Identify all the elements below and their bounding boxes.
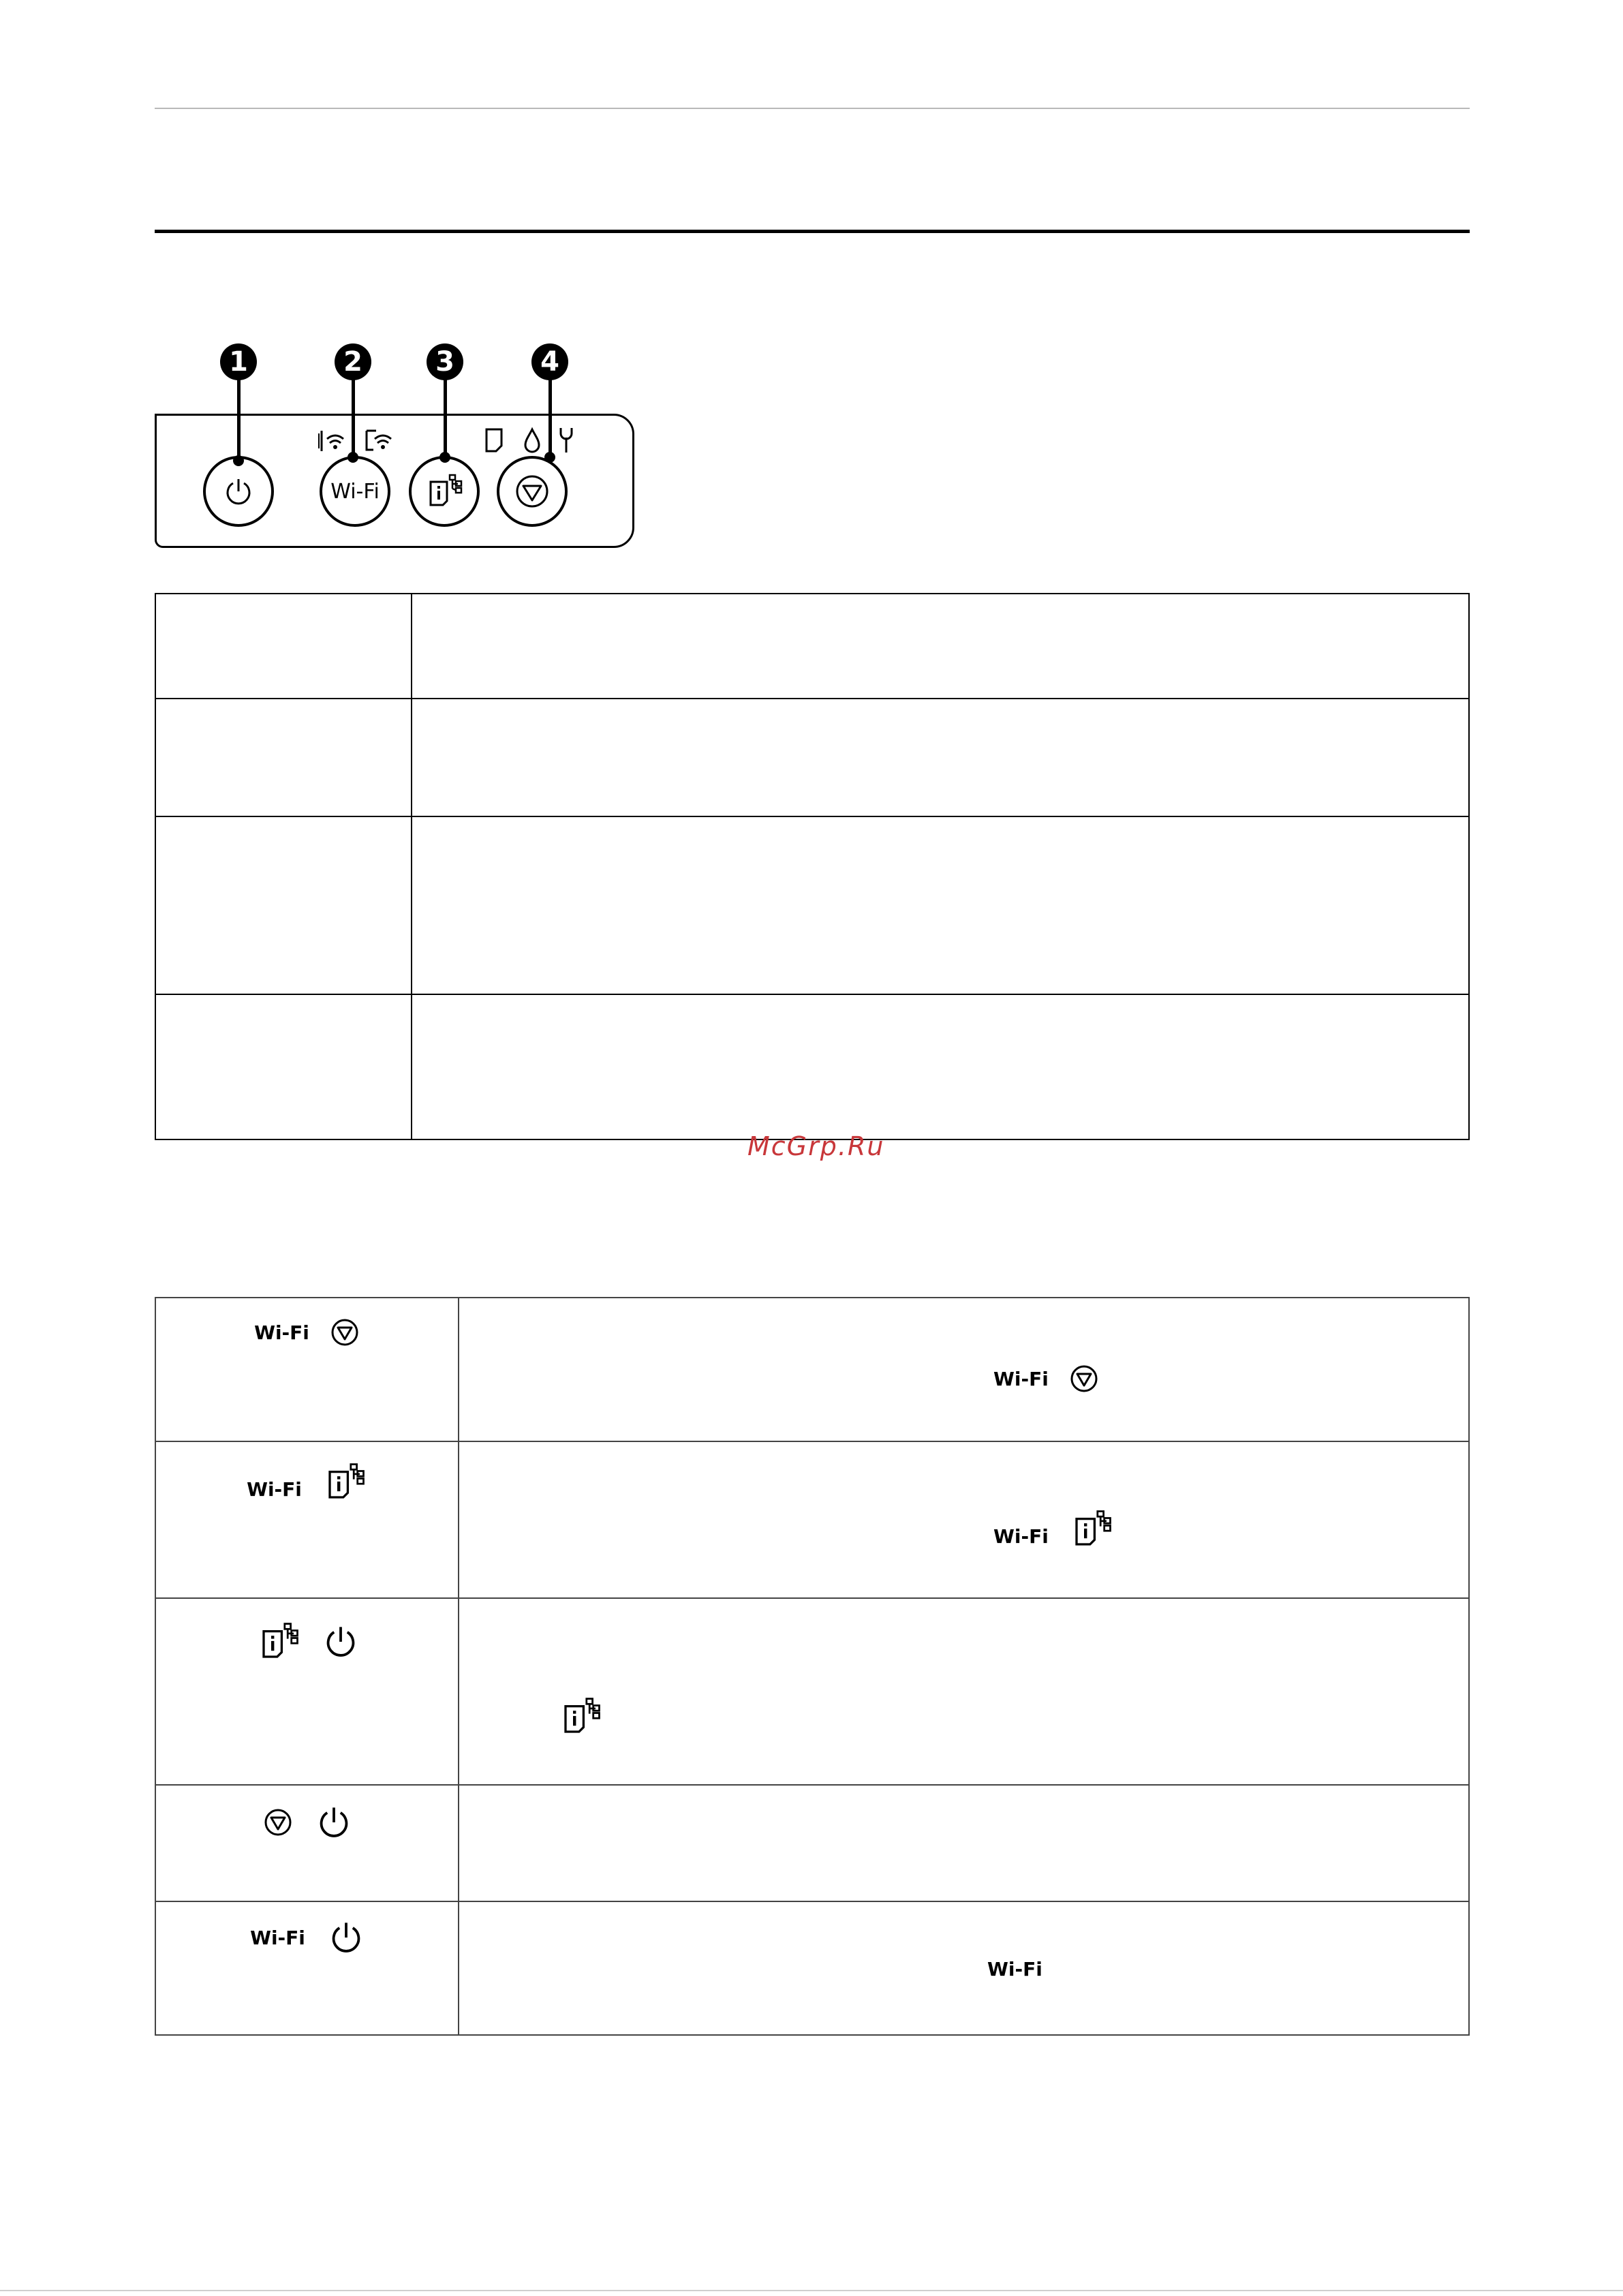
button-combination-table	[155, 1297, 1470, 2036]
stop-icon	[512, 472, 552, 511]
section-rule	[155, 230, 1470, 233]
maintenance-light-icon	[557, 425, 575, 455]
footer-rule	[0, 2290, 1623, 2291]
network-status-icon	[558, 1694, 603, 1739]
table-row	[155, 1298, 1469, 1441]
wifi-light-icon	[318, 427, 350, 454]
power-icon	[328, 1920, 364, 1955]
power-icon	[222, 475, 255, 508]
leader-1	[237, 379, 241, 461]
wifi-label: Wi-Fi	[987, 1958, 1042, 1980]
wifi-direct-light-icon	[364, 427, 397, 454]
network-status-icon	[1069, 1507, 1114, 1552]
top-rule	[155, 108, 1470, 109]
callout-3: 3	[427, 343, 463, 380]
power-icon	[316, 1805, 352, 1840]
table-row	[155, 816, 1469, 994]
table-row	[155, 1598, 1469, 1785]
paper-light-icon	[484, 427, 506, 454]
wifi-button-label: Wi-Fi	[330, 479, 380, 504]
table-row	[155, 1901, 1469, 2035]
stop-icon	[1069, 1364, 1099, 1394]
table-row	[155, 1785, 1469, 1901]
table-row	[155, 699, 1469, 816]
network-status-icon	[256, 1619, 301, 1664]
wifi-label: Wi-Fi	[250, 1926, 305, 1949]
table-row	[155, 994, 1469, 1139]
callout-1: 1	[220, 343, 257, 380]
wifi-label: Wi-Fi	[993, 1367, 1049, 1390]
wifi-label: Wi-Fi	[247, 1478, 302, 1501]
table-row	[155, 1441, 1469, 1598]
stop-button[interactable]	[497, 456, 568, 527]
callout-4: 4	[531, 343, 568, 380]
button-table	[155, 593, 1470, 1140]
network-status-icon	[322, 1460, 367, 1505]
wifi-label: Wi-Fi	[254, 1321, 309, 1344]
leader-4	[548, 379, 552, 455]
power-button[interactable]	[203, 456, 274, 527]
leader-3	[444, 379, 447, 455]
wifi-label: Wi-Fi	[993, 1525, 1049, 1548]
network-status-button[interactable]	[409, 456, 480, 527]
watermark: McGrp.Ru	[747, 1131, 885, 1161]
table-row	[155, 594, 1469, 699]
callout-2: 2	[335, 343, 371, 380]
stop-icon	[263, 1807, 293, 1837]
power-icon	[323, 1624, 358, 1659]
ink-light-icon	[522, 427, 542, 454]
wifi-button[interactable]	[320, 456, 390, 527]
stop-icon	[330, 1317, 360, 1347]
leader-2	[352, 379, 355, 455]
network-status-icon	[424, 471, 465, 512]
